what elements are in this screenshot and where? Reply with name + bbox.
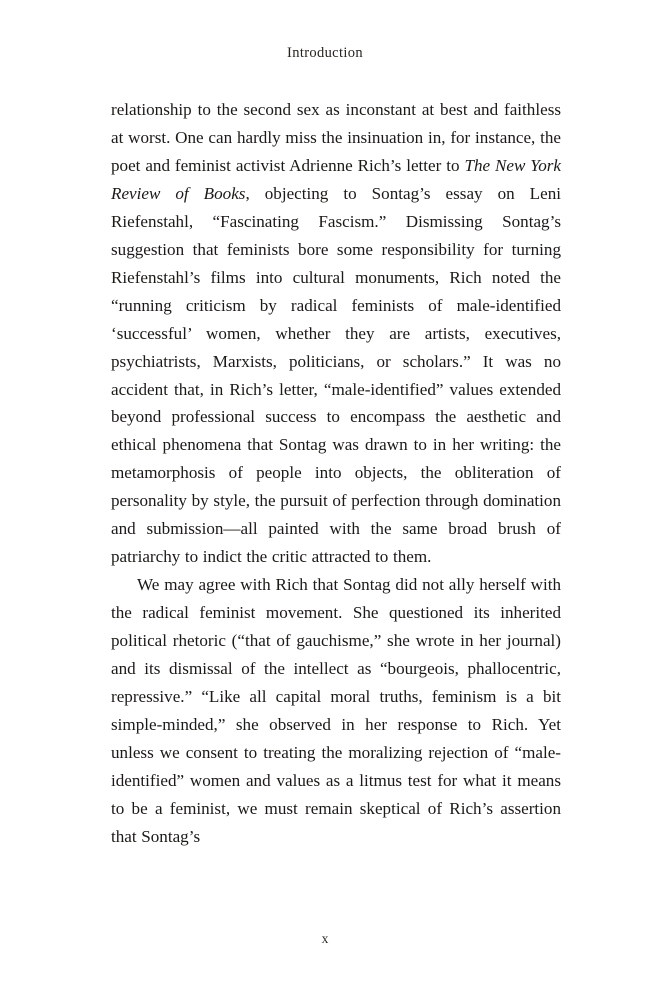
running-head: Introduction (287, 45, 363, 61)
text-run: , objecting to Sontag’s essay on Leni Riefenstahl, “Fascinating Fascism.” Dismissing Sontag’s suggestion that feminists bore some responsibility for turning Riefenstahl’s films into cultural monuments, Rich noted the “running criticism by radical feminists of male-identified ‘successful’ women, whether they are artists, executives, psychiatrists, Marxists, politicians, or scholars.” It was no accident that, in Rich’s letter, “male-identified” values extended beyond professional success to encompass the aesthetic and ethical phenomena that Sontag was drawn to in her writing: the metamorphosis of people into objects, the obliteration of personality by style, the pursuit of perfection through domination and submission—all painted with the same broad brush of patriarchy to indict the critic attracted to them. (111, 183, 562, 567)
paragraph-2 (111, 571, 561, 851)
body-text-column (111, 96, 561, 851)
paragraph-1 (111, 96, 561, 571)
page-number: x (321, 931, 329, 946)
text-run: We may agree with Rich that Sontag did not ally herself with the radical feminist movement. She questioned its inherited political rhetoric (“that of gauchisme,” she wrote in her journal) and its dismissal of the intellect as “bourgeois, phallocentric, repressive.” “Like all capital moral truths, feminism is a bit simple-minded,” she observed in her response to Rich. Yet unless we consent to treating the moralizing rejection of “male-identified” women and values as a litmus test for what it means to be a feminist, we must remain skeptical of Rich’s assertion that Sontag’s (111, 575, 561, 846)
italic-title: The New York Review of Books (111, 155, 561, 203)
text-run: relationship to the second sex as inconstant at best and faithless at worst. One can hardly miss the insinuation in, for instance, the poet and feminist activist Adrienne Rich’s letter to (111, 100, 561, 175)
